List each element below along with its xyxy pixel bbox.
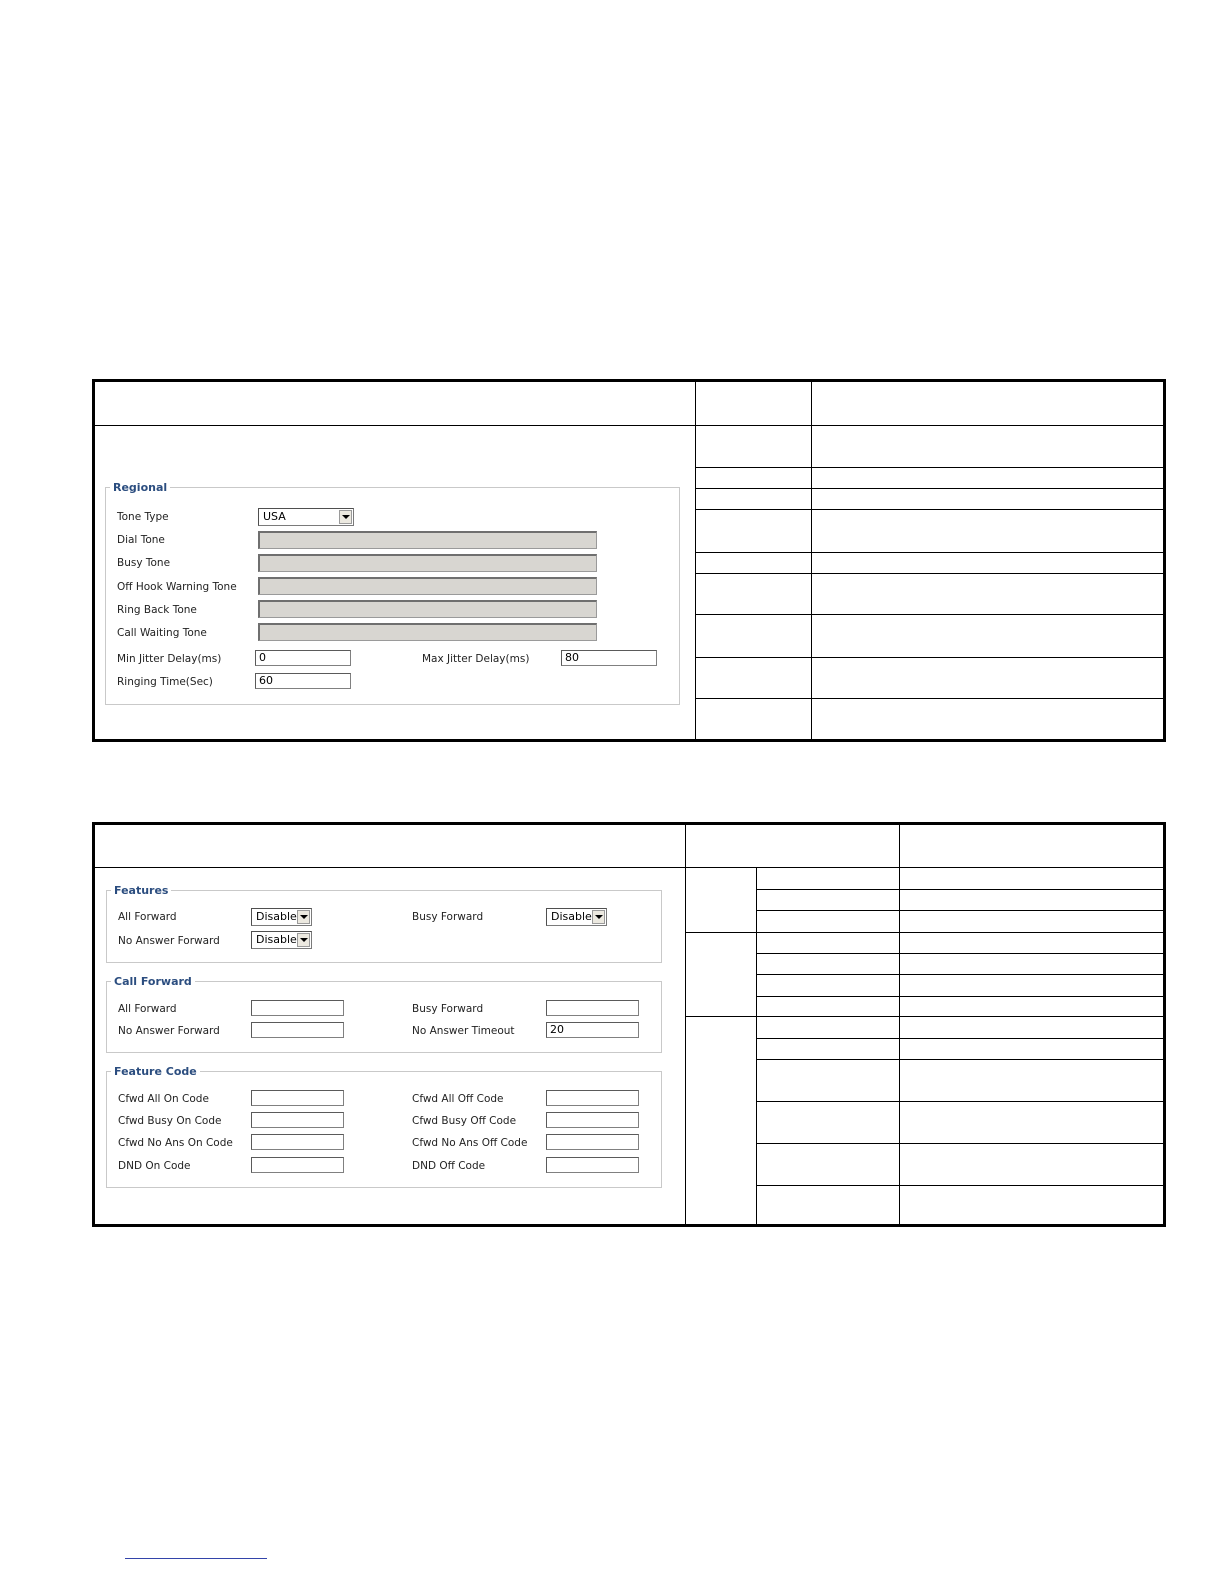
features-no-answer-forward-select[interactable] <box>251 931 312 949</box>
chevron-down-icon[interactable] <box>297 910 310 924</box>
dnd-off-code-label: DND Off Code <box>412 1160 486 1172</box>
dnd-on-code-input[interactable] <box>251 1157 344 1173</box>
cfwd-all-off-code-label: Cfwd All Off Code <box>412 1093 504 1105</box>
regional-legend: Regional <box>113 481 168 494</box>
call-forward-all-forward-label: All Forward <box>118 1003 177 1015</box>
chevron-down-icon[interactable] <box>592 910 605 924</box>
table-row-divider <box>756 1038 1163 1039</box>
table-row-divider <box>695 698 1163 699</box>
dial-tone-label: Dial Tone <box>117 534 165 546</box>
features-legend: Features <box>114 884 169 897</box>
table-row-divider <box>695 509 1163 510</box>
call-forward-all-forward-input[interactable] <box>251 1000 344 1016</box>
call-forward-no-answer-forward-input[interactable] <box>251 1022 344 1038</box>
table-row-divider <box>695 467 1163 468</box>
table-row-divider <box>685 1016 1163 1017</box>
table-row-divider <box>695 552 1163 553</box>
table-header-divider <box>95 425 1163 426</box>
table-column-divider <box>899 825 900 1224</box>
table-row-divider <box>756 1143 1163 1144</box>
no-answer-timeout-label: No Answer Timeout <box>412 1025 515 1037</box>
features-busy-forward-value: Disable <box>551 910 592 923</box>
call-waiting-tone-field[interactable] <box>258 623 597 641</box>
call-forward-legend: Call Forward <box>114 975 192 988</box>
table-row-divider <box>756 889 1163 890</box>
cfwd-busy-on-code-input[interactable] <box>251 1112 344 1128</box>
table-row-divider <box>756 1059 1163 1060</box>
table-row-divider <box>695 573 1163 574</box>
features-all-forward-value: Disable <box>256 910 297 923</box>
min-jitter-delay-input[interactable]: 0 <box>255 650 351 666</box>
off-hook-warning-tone-field[interactable] <box>258 577 597 595</box>
chevron-down-icon[interactable] <box>297 933 310 947</box>
cfwd-busy-off-code-input[interactable] <box>546 1112 639 1128</box>
ring-back-tone-field[interactable] <box>258 600 597 618</box>
chevron-down-icon[interactable] <box>339 510 352 524</box>
features-no-answer-forward-value: Disable <box>256 933 297 946</box>
tone-type-label: Tone Type <box>117 511 169 523</box>
feature-code-legend: Feature Code <box>114 1065 197 1078</box>
table-row-divider <box>685 932 1163 933</box>
cfwd-no-ans-off-code-input[interactable] <box>546 1134 639 1150</box>
table-column-divider <box>695 382 696 739</box>
table-header-divider <box>95 867 1163 868</box>
features-all-forward-select[interactable] <box>251 908 312 926</box>
call-forward-no-answer-forward-label: No Answer Forward <box>118 1025 220 1037</box>
table-subcolumn-divider <box>756 867 757 1224</box>
cfwd-no-ans-on-code-label: Cfwd No Ans On Code <box>118 1137 233 1149</box>
ringing-time-input[interactable]: 60 <box>255 673 351 689</box>
busy-tone-label: Busy Tone <box>117 557 171 569</box>
max-jitter-delay-input[interactable]: 80 <box>561 650 657 666</box>
table-column-divider <box>685 825 686 1224</box>
table-row-divider <box>756 1101 1163 1102</box>
call-forward-busy-forward-input[interactable] <box>546 1000 639 1016</box>
cfwd-all-off-code-input[interactable] <box>546 1090 639 1106</box>
off-hook-warning-tone-label: Off Hook Warning Tone <box>117 581 237 593</box>
cfwd-busy-on-code-label: Cfwd Busy On Code <box>118 1115 222 1127</box>
max-jitter-delay-label: Max Jitter Delay(ms) <box>422 653 530 665</box>
table-row-divider <box>756 1185 1163 1186</box>
features-no-answer-forward-label: No Answer Forward <box>118 935 220 947</box>
ring-back-tone-label: Ring Back Tone <box>117 604 197 616</box>
table-row-divider <box>695 488 1163 489</box>
ringing-time-label: Ringing Time(Sec) <box>117 676 213 688</box>
footnote-separator <box>125 1558 267 1559</box>
table-column-divider <box>811 382 812 739</box>
table-row-divider <box>756 953 1163 954</box>
table-row-divider <box>756 910 1163 911</box>
min-jitter-delay-label: Min Jitter Delay(ms) <box>117 653 222 665</box>
busy-tone-field[interactable] <box>258 554 597 572</box>
table-row-divider <box>695 614 1163 615</box>
call-waiting-tone-label: Call Waiting Tone <box>117 627 207 639</box>
cfwd-all-on-code-input[interactable] <box>251 1090 344 1106</box>
dnd-on-code-label: DND On Code <box>118 1160 191 1172</box>
cfwd-busy-off-code-label: Cfwd Busy Off Code <box>412 1115 517 1127</box>
cfwd-all-on-code-label: Cfwd All On Code <box>118 1093 209 1105</box>
tone-type-value: USA <box>263 510 286 523</box>
call-forward-busy-forward-label: Busy Forward <box>412 1003 484 1015</box>
cfwd-no-ans-off-code-label: Cfwd No Ans Off Code <box>412 1137 528 1149</box>
features-all-forward-label: All Forward <box>118 911 177 923</box>
features-busy-forward-select[interactable] <box>546 908 607 926</box>
features-busy-forward-label: Busy Forward <box>412 911 484 923</box>
tone-type-select[interactable] <box>258 508 354 526</box>
no-answer-timeout-input[interactable]: 20 <box>546 1022 639 1038</box>
cfwd-no-ans-on-code-input[interactable] <box>251 1134 344 1150</box>
dial-tone-field[interactable] <box>258 531 597 549</box>
table-row-divider <box>756 996 1163 997</box>
table-row-divider <box>756 974 1163 975</box>
table-row-divider <box>695 657 1163 658</box>
dnd-off-code-input[interactable] <box>546 1157 639 1173</box>
